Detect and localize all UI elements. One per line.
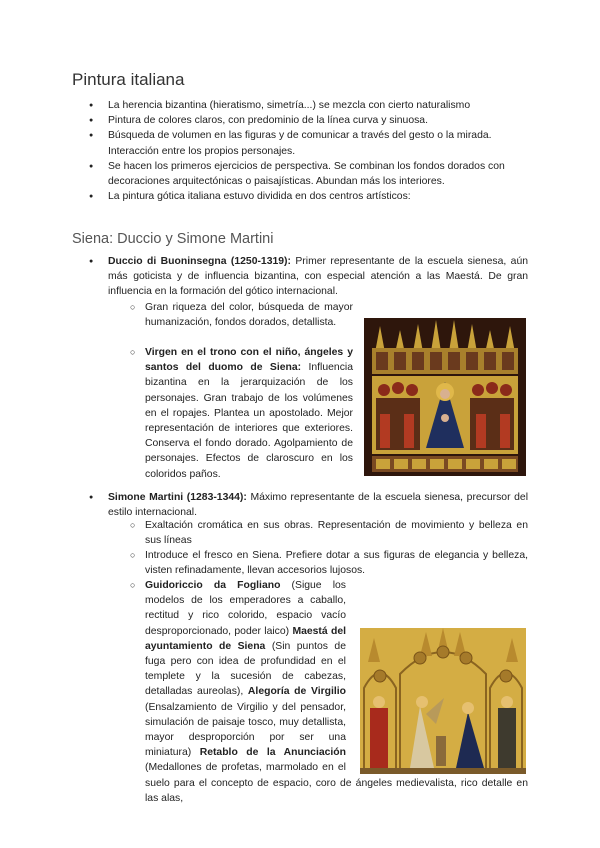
virgilio-title: Alegoría de Virgilio	[247, 686, 346, 698]
page-title: Pintura italiana	[72, 70, 185, 89]
list-item: ● La pintura gótica italiana estuvo dividida en dos centros artísticos:	[108, 189, 528, 204]
martini-sub-2-text: Introduce el fresco en Siena. Prefiere dotar a sus figuras de elegancia y belleza, visten refinadamente, llevan accesorios lujosos.	[145, 550, 528, 577]
duccio-name: Duccio di Buoninsegna (1250-1319):	[108, 256, 291, 267]
anunciacion-title: Retablo de la Anunciación	[199, 747, 346, 759]
martini-sub-1-text: Exaltación cromática en sus obras. Representación de movimiento y belleza en sus líneas	[145, 520, 528, 547]
guidoriccio-desc: (Sigue los modelos de los emperadores a caballo, rectitud y rico colorido, espacio vacío desproporcionado, poder laico)	[145, 580, 347, 637]
list-item: ● Pintura de colores claros, con predominio de la línea curva y sinuosa.	[108, 113, 528, 128]
maesta-siena-title: Maestá del ayuntamiento de Siena	[145, 625, 346, 652]
anunciacion-desc: (Medallones de profetas, marmolado en el suelo para el concepto de espacio, coro de ángeles medievalista, rico detalle en las alas,	[145, 762, 528, 804]
section-heading: Siena: Duccio y Simone Martini	[72, 231, 274, 247]
duccio-sub-2	[145, 345, 353, 482]
guidoriccio-title: Guidoriccio da Fogliano	[145, 580, 281, 591]
martini-desc: Máximo representante de la escuela sienesa, precursor del estilo internacional.	[108, 492, 529, 519]
list-item: ● La herencia bizantina (hieratismo, simetría...) se mezcla con cierto naturalismo	[108, 98, 528, 113]
duccio-sub-1-text: Gran riqueza del color, búsqueda de mayor humanización, fondos dorados, detallista.	[145, 302, 353, 329]
duccio-desc: Primer representante de la escuela sienesa, aún más goticista y de influencia bizantina, con especial atención a las Maestá. De gran influencia en la formación del gótico internacional.	[108, 256, 528, 298]
martini-sub-1	[145, 518, 528, 548]
duccio-item	[108, 254, 528, 300]
martini-sub-2	[145, 548, 528, 578]
intro-list	[108, 98, 528, 204]
martini-item	[108, 490, 528, 520]
duccio-maesta-title: Virgen en el trono con el niño, ángeles y santos del duomo de Siena:	[145, 347, 353, 374]
list-item: ● Búsqueda de volumen en las figuras y de comunicar a través del gesto o la mirada. Interacción entre los propios personajes.	[108, 128, 528, 158]
list-item: ● Se hacen los primeros ejercicios de perspectiva. Se combinan los fondos dorados con decoraciones arquitectónicas o paisajísticas. Abundan más los interiores.	[108, 159, 528, 189]
virgilio-desc: (Ensalzamiento de Virgilio y del pensador, simulación de paisaje tosco, muy detallista, mayor desproporción por ser una miniatura)	[145, 701, 346, 759]
duccio-sub-1	[145, 300, 353, 330]
duccio-maesta-desc: Influencia bizantina en la jerarquización de los personajes. Gran trabajo de los volúmenes en el ropajes. Plantea un apostolado. Mejor representación de interiores que exteriores. Conserva el fondo dorado. Agolpamiento de personajes. Efectos de claroscuro en los coloridos paños.	[145, 362, 353, 480]
martini-name: Simone Martini (1283-1344):	[108, 492, 247, 503]
duccio-maesta-painting	[364, 318, 526, 476]
maesta-siena-desc: (Sin puntos de fuga pero con idea de profundidad en el templete y la sucesión de cabezas, detalladas aureolas),	[145, 640, 346, 698]
annunciation-painting	[360, 628, 526, 774]
